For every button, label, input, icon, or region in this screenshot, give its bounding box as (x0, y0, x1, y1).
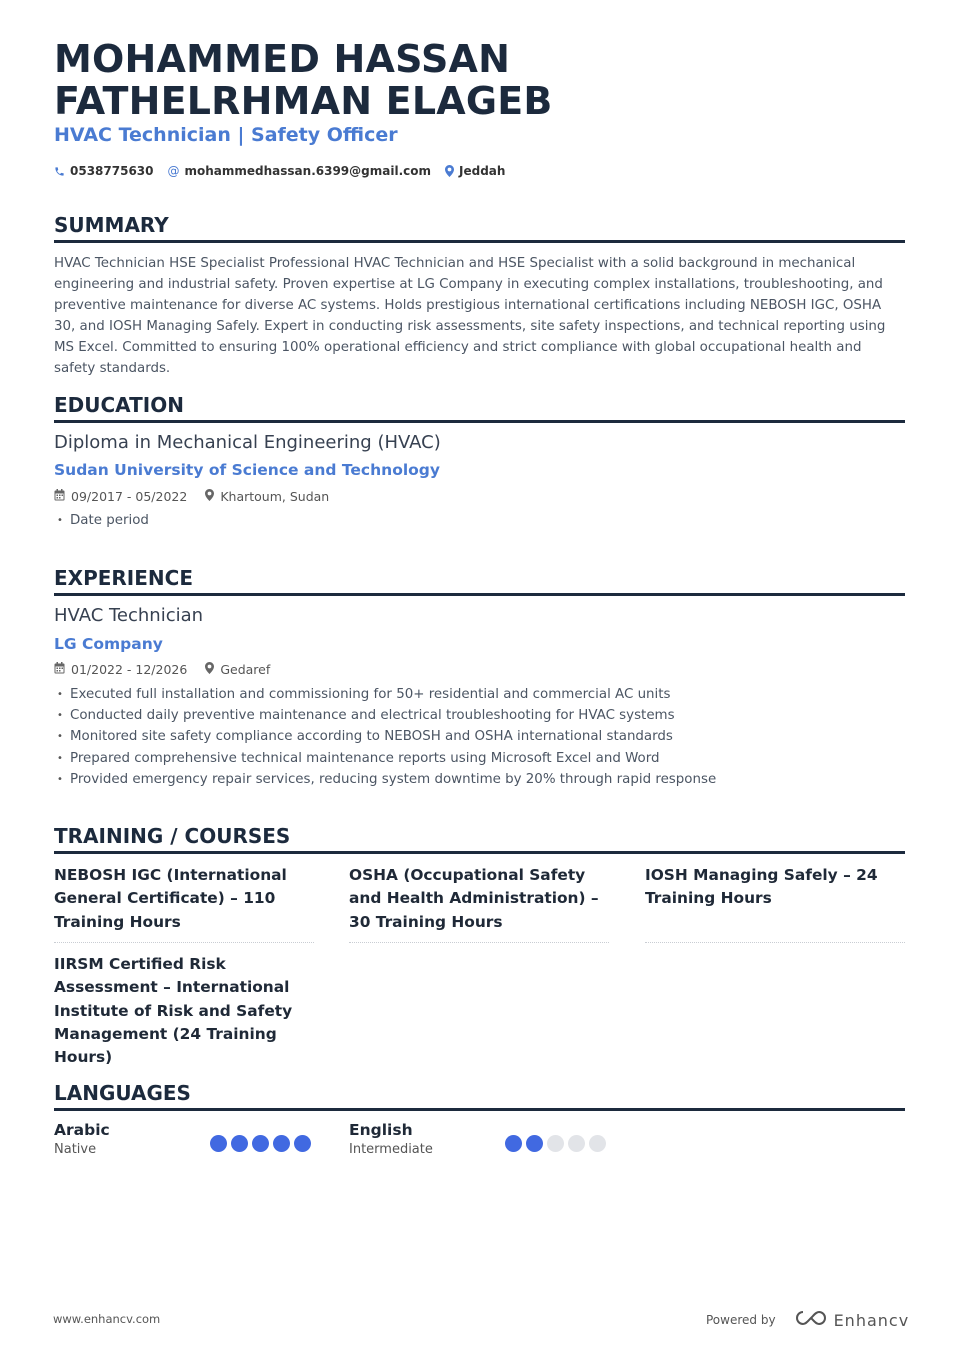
powered-by-label: Powered by (706, 1313, 776, 1327)
experience-role: HVAC Technician (54, 605, 204, 626)
language-level: Native (54, 1142, 97, 1157)
candidate-name (54, 38, 905, 122)
course-item: IIRSM Certified Risk Assessment – International Institute of Risk and Safety Management (24 Training Hours) (54, 955, 293, 1067)
education-bullets (54, 510, 149, 531)
list-item: • Provided emergency repair services, reducing system downtime by 20% through rapid response (54, 769, 716, 790)
course-item: IOSH Managing Safely – 24 Training Hours (645, 866, 878, 908)
list-item: • Monitored site safety compliance according to NEBOSH and OSHA international standards (54, 726, 716, 747)
summary-section-title: SUMMARY (54, 213, 905, 243)
experience-meta (54, 662, 270, 677)
email-address: mohammedhassan.6399@gmail.com (184, 164, 431, 178)
headline: HVAC Technician | Safety Officer (54, 124, 398, 146)
course-divider (349, 942, 609, 943)
experience-location-text: Gedaref (220, 662, 271, 677)
location-pin-icon (445, 165, 454, 177)
rating-dot-empty (568, 1135, 585, 1152)
enhancv-logo-text: Enhancv (833, 1310, 910, 1330)
language-item (349, 1121, 433, 1157)
at-icon: @ (167, 164, 180, 178)
rating-dot-filled (252, 1135, 269, 1152)
experience-location (205, 662, 270, 677)
education-meta (54, 489, 329, 504)
rating-dot-filled (526, 1135, 543, 1152)
languages-section-title: LANGUAGES (54, 1081, 905, 1111)
list-item: • Executed full installation and commissioning for 50+ residential and commercial AC units (54, 684, 716, 705)
language-name: Arabic (54, 1121, 110, 1139)
contact-email[interactable] (168, 164, 432, 178)
footer-website[interactable]: www.enhancv.com (53, 1312, 161, 1326)
language-name: English (349, 1121, 413, 1139)
calendar-icon (54, 489, 65, 504)
enhancv-logo[interactable] (794, 1309, 910, 1331)
rating-dot-filled (505, 1135, 522, 1152)
phone-icon (54, 166, 65, 177)
name-line-2: FATHELRHMAN ELAGEB (54, 79, 553, 123)
list-item: • Conducted daily preventive maintenance and electrical troubleshooting for HVAC systems (54, 705, 716, 726)
location-pin-icon (205, 489, 214, 504)
rating-dot-empty (589, 1135, 606, 1152)
education-dates (54, 489, 187, 504)
phone-number: 0538775630 (70, 164, 154, 178)
language-item (54, 1121, 110, 1157)
course-item: OSHA (Occupational Safety and Health Administration) – 30 Training Hours (349, 866, 599, 931)
education-location-text: Khartoum, Sudan (220, 489, 330, 504)
education-section-title: EDUCATION (54, 393, 905, 423)
rating-dot-filled (294, 1135, 311, 1152)
experience-dates (54, 662, 187, 677)
rating-dot-filled (231, 1135, 248, 1152)
summary-text: HVAC Technician HSE Specialist Professional HVAC Technician and HSE Specialist with a solid background in mechanical engineering and industrial safety. Proven expertise at LG Company in executing complex installations, troubleshooting, and preventive maintenance for diverse AC systems. Holds prestigious international certifications including NEBOSH IGC, OSHA 30, and IOSH Managing Safely. Expert in conducting risk assessments, site safety inspections, and technical reporting using MS Excel. Committed to ensuring 100% operational efficiency and strict compliance with global occupational health and safety standards. (54, 256, 886, 376)
contact-phone[interactable] (54, 164, 154, 178)
rating-dot-filled (273, 1135, 290, 1152)
training-section-title: TRAINING / COURSES (54, 824, 905, 854)
contact-row (54, 164, 505, 178)
location-text: Jeddah (459, 164, 506, 178)
rating-dot-empty (547, 1135, 564, 1152)
language-rating (210, 1135, 311, 1152)
experience-dates-text: 01/2022 - 12/2026 (71, 662, 188, 677)
course-divider (645, 942, 905, 943)
contact-location (445, 164, 505, 178)
experience-section-title: EXPERIENCE (54, 566, 905, 596)
education-location (205, 489, 329, 504)
language-level: Intermediate (349, 1142, 433, 1157)
name-line-1: MOHAMMED HASSAN (54, 37, 511, 81)
course-divider (54, 942, 314, 943)
list-item: • Date period (54, 510, 149, 531)
education-school: Sudan University of Science and Technology (54, 461, 441, 479)
list-item: • Prepared comprehensive technical maintenance reports using Microsoft Excel and Word (54, 748, 716, 769)
location-pin-icon (205, 662, 214, 677)
experience-company: LG Company (54, 635, 163, 653)
experience-bullets (54, 684, 716, 790)
footer-branding (706, 1309, 909, 1331)
language-rating (505, 1135, 606, 1152)
enhancv-logo-icon (794, 1309, 828, 1331)
education-degree: Diploma in Mechanical Engineering (HVAC) (54, 432, 441, 453)
rating-dot-filled (210, 1135, 227, 1152)
education-dates-text: 09/2017 - 05/2022 (71, 489, 188, 504)
course-item: NEBOSH IGC (International General Certificate) – 110 Training Hours (54, 866, 287, 931)
calendar-icon (54, 662, 65, 677)
